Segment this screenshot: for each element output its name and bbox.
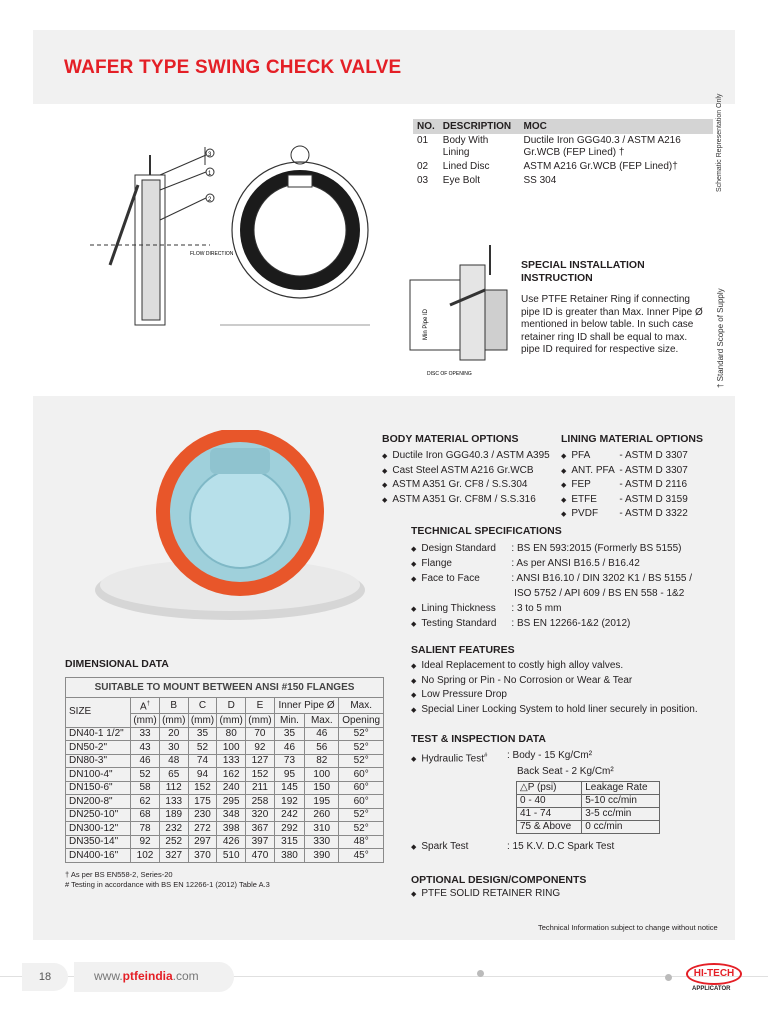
- list-item: ◆ Ideal Replacement to costly high alloy valves.: [411, 660, 624, 671]
- list-item: ◆ PVDF - ASTM D 3322: [561, 508, 688, 519]
- salient-list: [411, 659, 698, 717]
- list-item: ◆ Design Standard : BS EN 593:2015 (Formerly BS 5155): [411, 543, 682, 554]
- leakage-table: △P (psi) Leakage Rate 0 - 40 5-10 cc/min 41 - 74 3-5 cc/min 75 & Above 0 cc/min: [516, 781, 660, 834]
- table-row: DN80-3" 46 48 74 133 127 73 82 52°: [66, 754, 384, 768]
- list-item: ◆ Face to Face : ANSI B16.10 / DIN 3202 K1 / BS 5155 /: [411, 573, 693, 584]
- footnotes: † As per BS EN558-2, Series-20 # Testing in accordance with BS EN 12266-1 (2012) Table A.3: [65, 870, 270, 889]
- list-item: ◆ ASTM A351 Gr. CF8 / S.S.304: [382, 479, 528, 490]
- disclaimer: Technical Information subject to change without notice: [538, 923, 718, 932]
- body-material-heading: BODY MATERIAL OPTIONS: [382, 433, 519, 445]
- dimensional-banner: SUITABLE TO MOUNT BETWEEN ANSI #150 FLANGES: [66, 678, 384, 698]
- list-item: ◆ ASTM A351 Gr. CF8M / S.S.316: [382, 493, 536, 505]
- table-row: DN250-10" 68 189 230 348 320 242 260 52°: [66, 808, 384, 822]
- valve-technical-drawing: [50, 135, 370, 345]
- list-item: ◆ Low Pressure Drop: [411, 689, 507, 700]
- table-row: 01 Body With Lining Ductile Iron GGG40.3 / ASTM A216 Gr.WCB (FEP Lined) †: [417, 135, 681, 158]
- hi-tech-logo: HI-TECH: [686, 963, 742, 985]
- table-row: 41 - 74 3-5 cc/min: [517, 808, 660, 821]
- list-item: ◆ Testing Standard : BS EN 12266-1&2 (2012): [411, 618, 631, 629]
- special-installation-heading: SPECIAL INSTALLATION INSTRUCTION: [521, 259, 645, 284]
- hydraulic-test: ◆ Hydraulic Test#: [411, 753, 488, 765]
- hydraulic-body: : Body - 15 Kg/Cm²: [507, 750, 593, 761]
- callout-2: 2: [208, 197, 212, 203]
- table-row: 03 Eye Bolt SS 304: [417, 175, 557, 186]
- list-item: ◆ Flange : As per ANSI B16.5 / B16.42: [411, 558, 640, 569]
- list-item: ◆ Special Liner Locking System to hold liner securely in position.: [411, 703, 698, 715]
- list-item: ◆ No Spring or Pin - No Corrosion or Wear & Tear: [411, 674, 633, 686]
- list-item: ◆ FEP - ASTM D 2116: [561, 479, 688, 490]
- parts-header-moc: MOC: [520, 119, 714, 134]
- callout-3: 3: [208, 152, 212, 158]
- table-row: DN400-16" 102 327 370 510 470 380 390 45°: [66, 849, 384, 863]
- table-row: 02 Lined Disc ASTM A216 Gr.WCB (FEP Lined)†: [417, 161, 678, 172]
- supply-note: † Standard Scope of Supply: [716, 288, 725, 388]
- min-pipe-label: Min Pipe ID: [423, 308, 429, 340]
- list-item: ◆ Lining Thickness : 3 to 5 mm: [411, 603, 562, 614]
- callout-1: 1: [208, 171, 212, 177]
- optional-heading: OPTIONAL DESIGN/COMPONENTS: [411, 874, 587, 886]
- spark-test: ◆ Spark Test: [411, 841, 469, 852]
- list-item: ◆ Cast Steel ASTM A216 Gr.WCB: [382, 464, 534, 476]
- spark-value: : 15 K.V. D.C Spark Test: [507, 841, 615, 852]
- list-item: ISO 5752 / API 609 / BS EN 558 - 1&2: [511, 588, 685, 599]
- list-item: ◆ PFA - ASTM D 3307: [561, 450, 688, 461]
- dimensional-table: SUITABLE TO MOUNT BETWEEN ANSI #150 FLANGES SIZE A† B C D E Inner Pipe Ø Max. (mm) (mm) (mm) (mm) (mm) Min. Max. Opening DN40-1 1/2" 33 20 35 80 70 35 46 52° DN50-2" 43 30 52 100 92 46 56 52° DN80-3" 46 48 74 133 127 73 82 52° DN100-4" 52 65 94 162 152 95 100 60° DN150-6" 58 112 152 240 211 145 150 60° DN200-8" 62 133 175 295 258 192 195 60° DN250-10" 68 189 230 348 320 242 260 52° DN300-12" 78 232 272 398 367 292 310 52° DN350-14" 92 252 297 426 397 315 330 48° DN400-16" 102 327 370 510 470 380 390 45°: [65, 677, 384, 863]
- test-heading: TEST & INSPECTION DATA: [411, 733, 546, 745]
- table-row: 0 - 40 5-10 cc/min: [517, 795, 660, 808]
- website-link[interactable]: www.ptfeindia.com: [94, 969, 199, 983]
- table-row: 75 & Above 0 cc/min: [517, 821, 660, 834]
- dimensional-heading: DIMENSIONAL DATA: [65, 658, 169, 670]
- table-row: DN150-6" 58 112 152 240 211 145 150 60°: [66, 781, 384, 795]
- schematic-note: Schematic Representation Only: [716, 93, 723, 192]
- divider-dot-icon: [665, 974, 672, 981]
- lining-material-list: [561, 449, 688, 522]
- page-title: WAFER TYPE SWING CHECK VALVE: [64, 57, 402, 78]
- table-row: DN200-8" 62 133 175 295 258 192 195 60°: [66, 795, 384, 809]
- body-material-list: [382, 449, 550, 507]
- list-item: ◆ ANT. PFA - ASTM D 3307: [561, 464, 688, 476]
- disc-opening-label: DISC OF OPENING: [427, 371, 472, 377]
- hydraulic-seat: Back Seat - 2 Kg/Cm²: [517, 766, 614, 777]
- parts-header-description: DESCRIPTION: [439, 119, 520, 134]
- list-item: ◆ ETFE - ASTM D 3159: [561, 493, 688, 505]
- special-installation-text: Use PTFE Retainer Ring if connecting pipe ID is greater than Max. Inner Pipe Ø mentioned in below table. In such case retainer ring ID shall be equal to max. pipe ID required for respective size.: [521, 294, 703, 355]
- table-row: DN100-4" 52 65 94 162 152 95 100 60°: [66, 768, 384, 782]
- valve-product-photo: [60, 430, 365, 640]
- installation-detail-drawing: [405, 240, 515, 380]
- parts-table: [413, 119, 713, 188]
- divider-dot-icon: [477, 970, 484, 977]
- table-row: DN350-14" 92 252 297 426 397 315 330 48°: [66, 835, 384, 849]
- page-number: 18: [22, 963, 68, 991]
- technical-list: [411, 542, 692, 632]
- flow-direction-label: FLOW DIRECTION: [190, 251, 234, 257]
- table-row: DN40-1 1/2" 33 20 35 80 70 35 46 52°: [66, 727, 384, 741]
- technical-heading: TECHNICAL SPECIFICATIONS: [411, 525, 562, 537]
- list-item: ◆ Ductile Iron GGG40.3 / ASTM A395: [382, 450, 550, 461]
- lining-material-heading: LINING MATERIAL OPTIONS: [561, 433, 703, 445]
- logo-subtitle: APPLICATOR: [692, 986, 731, 992]
- salient-heading: SALIENT FEATURES: [411, 644, 515, 656]
- optional-item: ◆ PTFE SOLID RETAINER RING: [411, 888, 561, 899]
- table-row: DN300-12" 78 232 272 398 367 292 310 52°: [66, 822, 384, 836]
- parts-header-no: NO.: [413, 119, 439, 134]
- table-row: DN50-2" 43 30 52 100 92 46 56 52°: [66, 741, 384, 755]
